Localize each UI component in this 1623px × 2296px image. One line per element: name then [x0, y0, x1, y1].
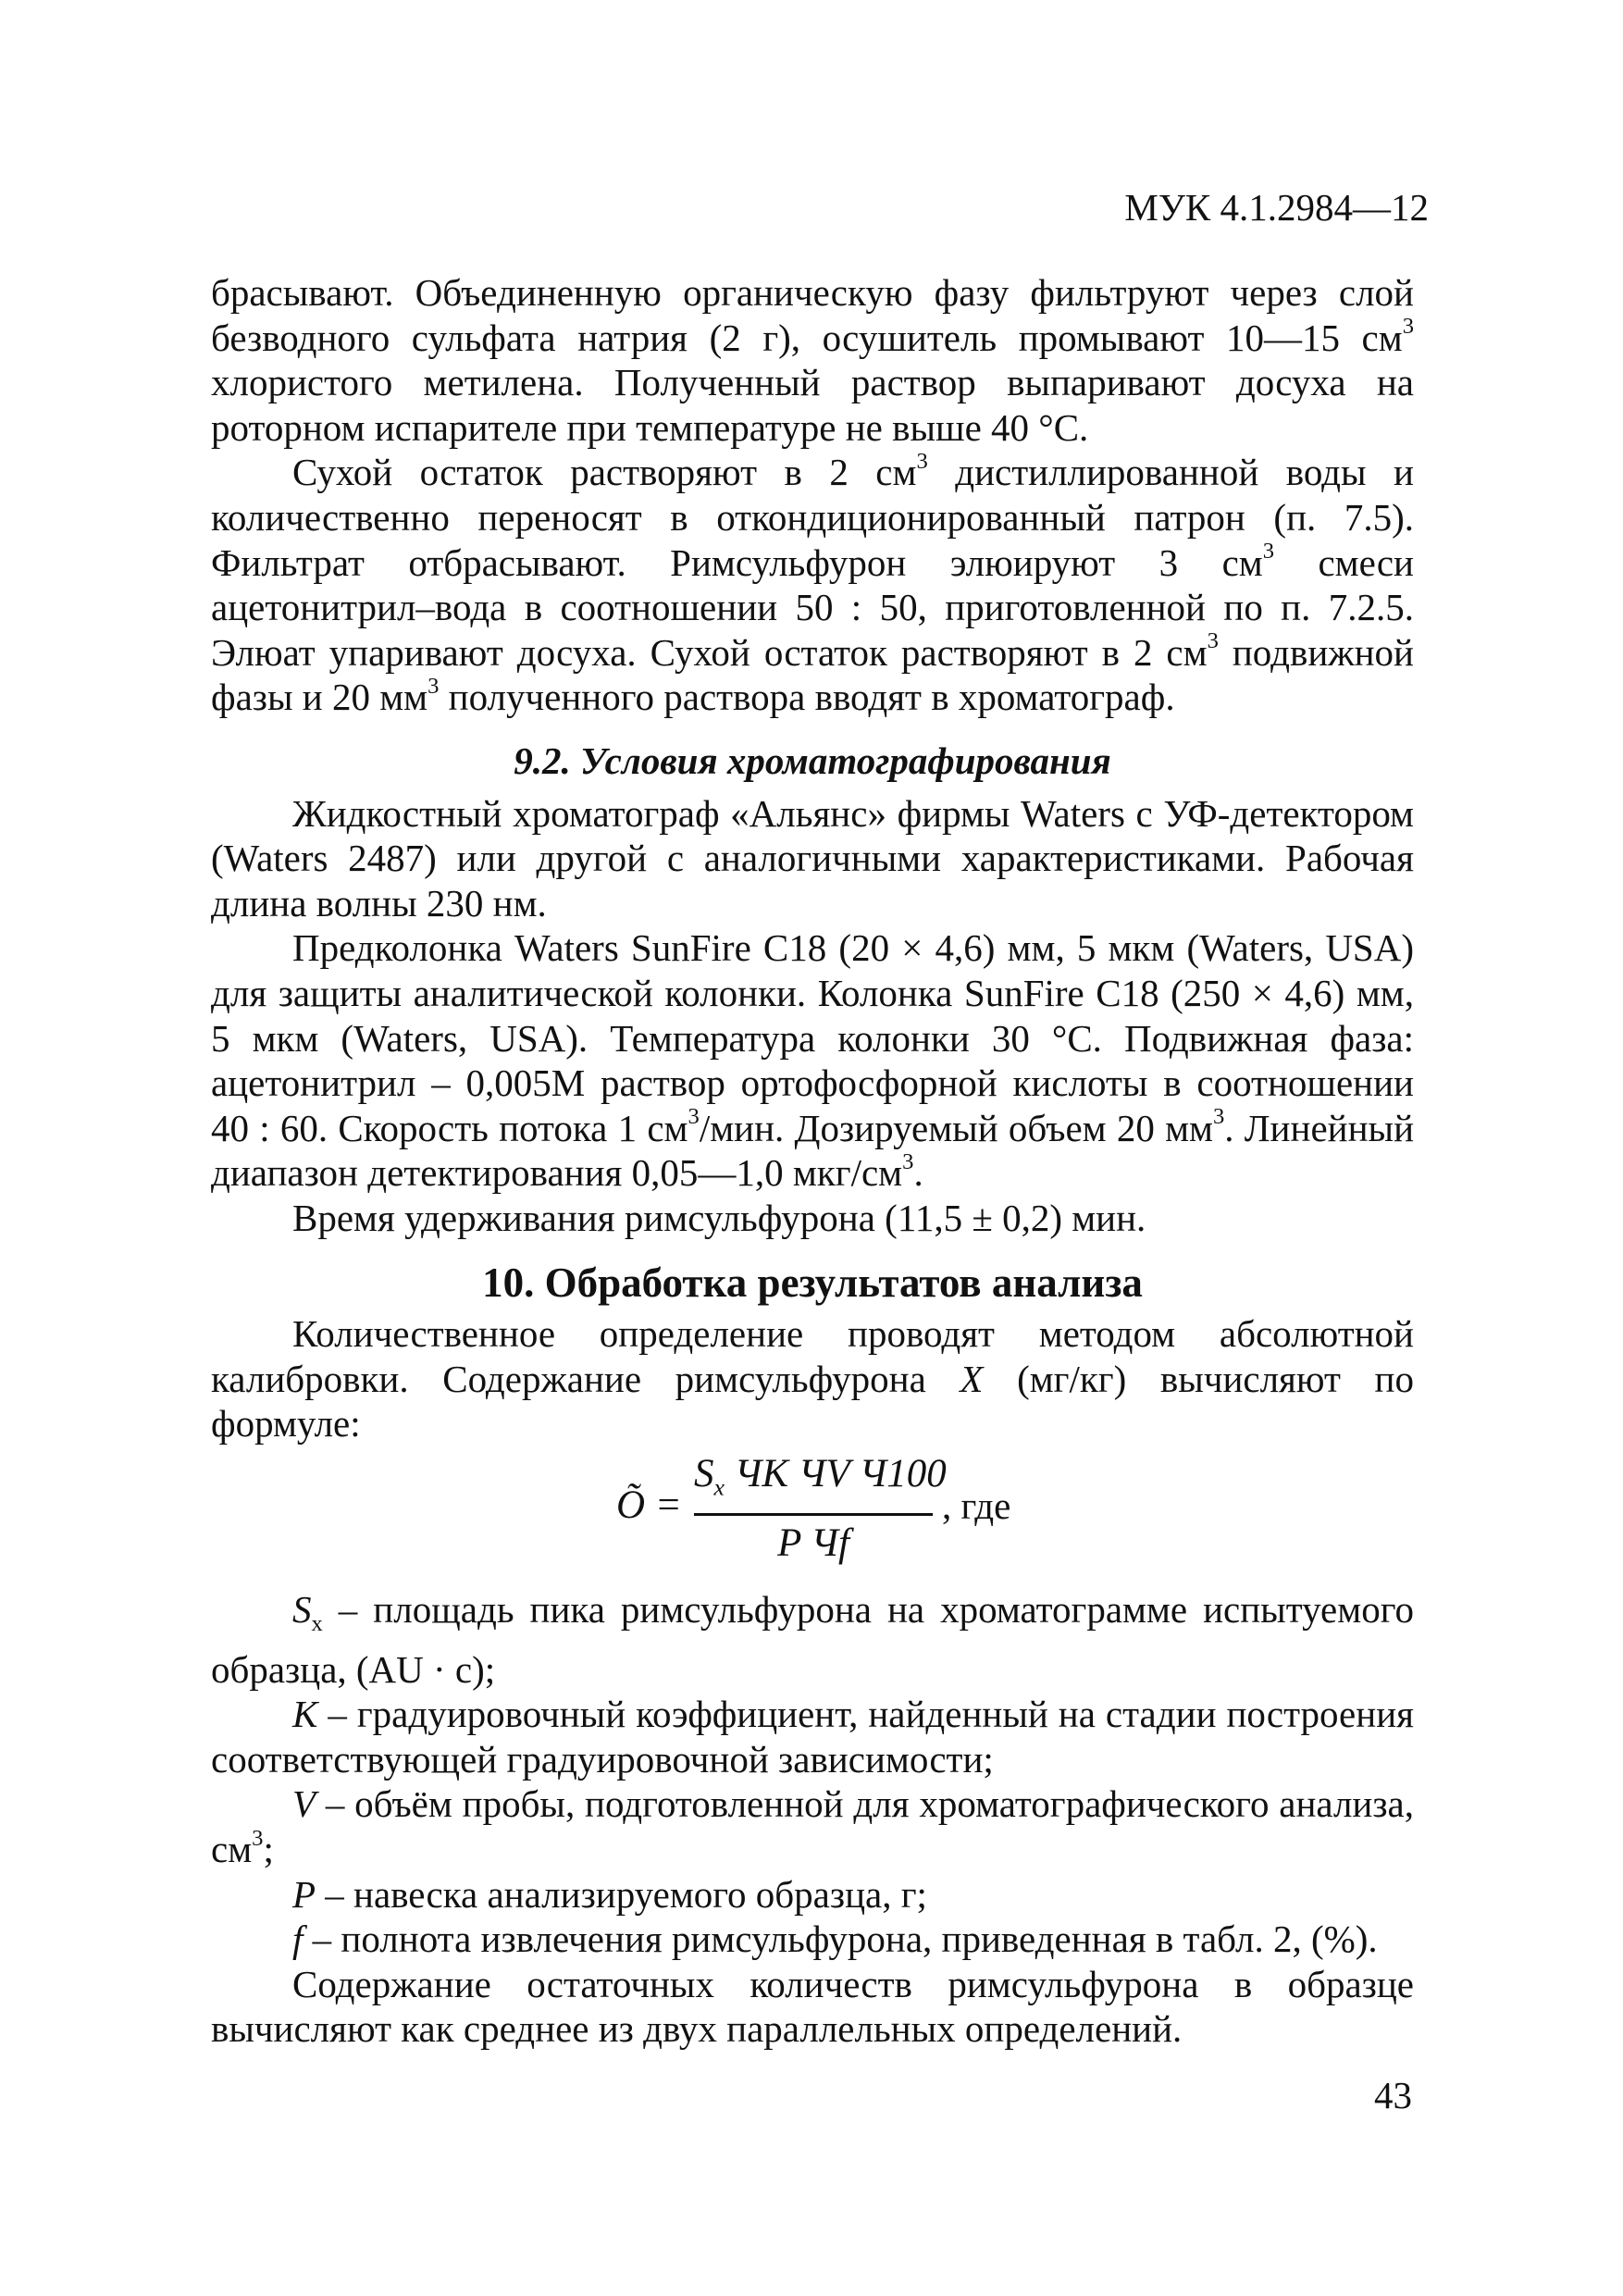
- definition-k: [211, 1692, 1414, 1781]
- definition-symbol: K: [292, 1693, 318, 1736]
- page-number: 43: [1374, 2074, 1412, 2116]
- superscript: 3: [688, 1104, 700, 1130]
- definition-symbol: P: [292, 1872, 316, 1916]
- definition-sx: [211, 1587, 1414, 1692]
- formula-subscript: x: [713, 1473, 725, 1501]
- definition-text: – объём пробы, подготовленной для хроматографического анализа, см: [211, 1782, 1414, 1870]
- formula-tail: , где: [942, 1483, 1011, 1527]
- superscript: 3: [902, 1148, 914, 1174]
- superscript: 3: [916, 449, 928, 475]
- definition-symbol: V: [292, 1782, 316, 1826]
- definition-f: [211, 1917, 1414, 1962]
- document-code: МУК 4.1.2984—12: [1124, 186, 1429, 229]
- page-body: [211, 270, 1414, 2052]
- superscript: 3: [252, 1825, 264, 1851]
- paragraph-retention-time: Время удерживания римсульфурона (11,5 ± 0,2) мин.: [292, 1196, 1146, 1239]
- subsection-heading-9-2: 9.2. Условия хроматографирования: [514, 738, 1111, 782]
- text-run: /мин. Дозируемый объем 20 мм: [699, 1106, 1213, 1149]
- paragraph-chromatograph: Жидкостный хроматограф «Альянс» фирмы Waters с УФ-детектором (Waters 2487) или другой с аналогичными характеристиками. Рабочая длина волны 230 нм.: [211, 791, 1414, 925]
- formula-numerator: [694, 1450, 947, 1512]
- definition-text: – градуировочный коэффициент, найденный на стадии построения соответствующей градуировочной зависимости;: [211, 1693, 1414, 1781]
- definition-text: – полнота извлечения римсульфурона, приведенная в табл. 2, (%).: [303, 1917, 1378, 1961]
- text-run: подвижной фазы и 20 мм: [211, 630, 1414, 719]
- text-run: Сухой остаток растворяют в 2 см: [292, 451, 917, 494]
- definition-text: – площадь пика римсульфурона на хроматограмме испытуемого образца, (AU · с);: [211, 1587, 1414, 1691]
- superscript: 3: [427, 674, 440, 699]
- definition-text: – навеска анализируемого образца, г;: [316, 1872, 927, 1916]
- formula-fraction: [694, 1450, 947, 1569]
- formula-denominator: P Чf: [777, 1521, 849, 1566]
- text-run: . Линейный диапазон детектирования 0,05—1,0 мкг/см: [211, 1106, 1415, 1195]
- superscript: 3: [1207, 628, 1219, 654]
- section-heading-10: 10. Обработка результатов анализа: [482, 1260, 1143, 1307]
- variable-x: X: [960, 1357, 984, 1400]
- definition-p: [211, 1872, 1414, 1917]
- definition-text: ;: [263, 1828, 274, 1870]
- formula-symbol: ЧK ЧV Ч100: [724, 1451, 947, 1496]
- superscript: 3: [1402, 314, 1414, 340]
- paragraph-calculation-intro: [211, 1311, 1414, 1446]
- paragraph-closing: Содержание остаточных количеств римсульфурона в образце вычисляют как среднее из двух параллельных определений.: [211, 1962, 1414, 2051]
- text-run: дистиллированной воды и количественно переносят в откондиционированный патрон (п. 7.5). Фильтрат отбрасывают. Римсульфурон элюируют 3 см: [211, 451, 1414, 584]
- text-run: Предколонка Waters SunFire C18 (20 × 4,6) мм, 5 мкм (Waters, USA) для защиты аналитической колонки. Колонка SunFire C18 (250 × 4,6) мм, 5 мкм (Waters, USA). Температура колонки 30 °С. Подвижная фаза: ацетонитрил – 0,005М раствор ортофосфорной кислоты в соотношении 40 : 60. Скорость потока 1 см: [211, 926, 1414, 1149]
- text-run: хлористого метилена. Полученный раствор выпаривают досуха на роторном испарителе при температуре не выше 40 °С.: [211, 361, 1414, 449]
- definition-subscript: x: [311, 1611, 323, 1637]
- formula-lhs: Õ =: [616, 1483, 682, 1527]
- fraction-bar: [694, 1513, 933, 1516]
- paragraph-continuation: [211, 270, 1414, 450]
- paragraph-column-conditions: [211, 925, 1414, 1196]
- formula-symbol: S: [694, 1451, 714, 1496]
- text-run: брасывают. Объединенную органическую фазу фильтруют через слой безводного сульфата натрия (2 г), осушитель промывают 10—15 см: [211, 271, 1414, 359]
- definition-symbol: f: [292, 1917, 304, 1961]
- text-run: .: [913, 1151, 923, 1195]
- text-run: полученного раствора вводят в хроматограф.: [439, 676, 1175, 719]
- definition-v: [211, 1781, 1414, 1871]
- text-run: смеси ацетонитрил–вода в соотношении 50 : 50, приготовленной по п. 7.2.5. Элюат упаривают досуха. Сухой остаток растворяют в 2 см: [211, 540, 1414, 674]
- text-run: (мг/кг) вычисляют по формуле:: [211, 1357, 1414, 1446]
- formula: [211, 1450, 1414, 1570]
- superscript: 3: [1262, 539, 1275, 565]
- paragraph-dry-residue: [211, 450, 1414, 720]
- superscript: 3: [1212, 1104, 1225, 1130]
- definition-symbol: S: [292, 1587, 312, 1631]
- text-run: Количественное определение проводят методом абсолютной калибровки. Содержание римсульфурона: [211, 1312, 1414, 1400]
